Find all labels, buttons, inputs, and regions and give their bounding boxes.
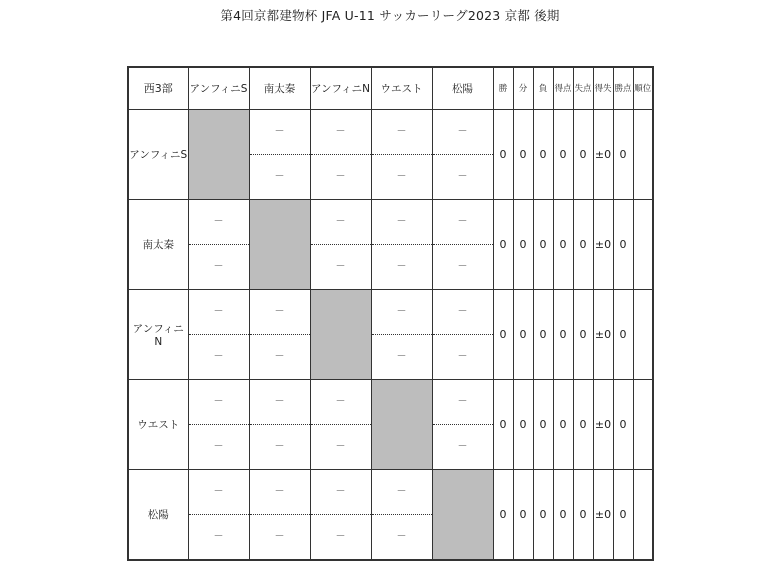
- stat-cell: 0: [533, 289, 553, 379]
- self-match-cell: [249, 199, 310, 289]
- column-header-stat: 負: [533, 67, 553, 109]
- match-score-second: －: [335, 530, 346, 542]
- stat-cell: 0: [613, 109, 633, 199]
- division-label: 西3部: [128, 67, 188, 109]
- stat-cell: 0: [553, 379, 573, 469]
- stat-cell: 0: [493, 199, 513, 289]
- stat-cell: 0: [573, 289, 593, 379]
- column-header-stat: 勝点: [613, 67, 633, 109]
- stat-cell: 0: [533, 199, 553, 289]
- stat-cell: 0: [553, 469, 573, 560]
- row-team-label: 松陽: [128, 469, 188, 560]
- match-result-cell: [310, 199, 371, 289]
- match-score-first: －: [311, 380, 371, 425]
- stat-cell: 0: [533, 379, 553, 469]
- column-header-stat: 順位: [633, 67, 653, 109]
- match-result-cell: [188, 199, 249, 289]
- match-result-cell: [432, 289, 493, 379]
- stat-cell: 0: [573, 199, 593, 289]
- match-result-cell: [310, 469, 371, 560]
- match-score-second: －: [335, 440, 346, 452]
- stat-cell: 0: [513, 199, 533, 289]
- stat-cell: 0: [533, 469, 553, 560]
- table-row: [128, 199, 653, 289]
- stat-cell: 0: [513, 109, 533, 199]
- stat-cell: ±0: [593, 469, 613, 560]
- stat-cell: ±0: [593, 379, 613, 469]
- match-score-second: －: [213, 350, 224, 362]
- stat-cell: [633, 289, 653, 379]
- match-result-cell: [371, 469, 432, 560]
- page-title: 第4回京都建物杯 JFA U-11 サッカーリーグ2023 京都 後期: [220, 8, 560, 23]
- match-score-first: －: [250, 470, 310, 515]
- self-match-cell: [371, 379, 432, 469]
- stat-cell: 0: [573, 469, 593, 560]
- table-row: [128, 289, 653, 379]
- column-header-stat: 得失: [593, 67, 613, 109]
- stat-cell: 0: [553, 109, 573, 199]
- header-row: [128, 67, 653, 109]
- self-match-cell: [310, 289, 371, 379]
- match-score-first: －: [189, 380, 249, 425]
- stat-cell: 0: [613, 379, 633, 469]
- match-score-first: －: [311, 470, 371, 515]
- match-score-first: －: [372, 290, 432, 335]
- match-result-cell: [432, 199, 493, 289]
- match-score-second: －: [213, 260, 224, 272]
- column-header-stat: 分: [513, 67, 533, 109]
- match-score-second: －: [274, 440, 285, 452]
- match-result-cell: [432, 379, 493, 469]
- stat-cell: 0: [513, 289, 533, 379]
- column-header-stat: 失点: [573, 67, 593, 109]
- match-score-second: －: [457, 170, 468, 182]
- stat-cell: 0: [553, 199, 573, 289]
- column-header-team: ウエスト: [371, 67, 432, 109]
- match-score-first: －: [433, 110, 493, 155]
- match-score-first: －: [189, 470, 249, 515]
- match-result-cell: [249, 469, 310, 560]
- stat-cell: 0: [493, 469, 513, 560]
- match-score-second: －: [396, 260, 407, 272]
- match-result-cell: [249, 109, 310, 199]
- stat-cell: ±0: [593, 289, 613, 379]
- match-result-cell: [249, 379, 310, 469]
- match-score-second: －: [457, 440, 468, 452]
- match-score-first: －: [372, 200, 432, 245]
- match-score-first: －: [433, 380, 493, 425]
- league-table: [127, 66, 654, 561]
- match-score-first: －: [250, 110, 310, 155]
- row-team-label: アンフィニS: [128, 109, 188, 199]
- column-header-team: 南太秦: [249, 67, 310, 109]
- match-result-cell: [188, 289, 249, 379]
- match-score-second: －: [457, 350, 468, 362]
- match-score-first: －: [433, 290, 493, 335]
- stat-cell: 0: [493, 109, 513, 199]
- match-score-first: －: [311, 110, 371, 155]
- stat-cell: 0: [513, 379, 533, 469]
- stat-cell: 0: [613, 199, 633, 289]
- match-score-second: －: [335, 260, 346, 272]
- match-score-first: －: [189, 200, 249, 245]
- column-header-stat: 得点: [553, 67, 573, 109]
- match-score-second: －: [274, 350, 285, 362]
- stat-cell: ±0: [593, 109, 613, 199]
- stat-cell: 0: [493, 379, 513, 469]
- column-header-team: アンフィニS: [188, 67, 249, 109]
- match-score-second: －: [396, 170, 407, 182]
- match-score-second: －: [335, 170, 346, 182]
- match-result-cell: [310, 379, 371, 469]
- column-header-team: アンフィニN: [310, 67, 371, 109]
- self-match-cell: [432, 469, 493, 560]
- stat-cell: [633, 379, 653, 469]
- stat-cell: [633, 109, 653, 199]
- match-score-first: －: [250, 290, 310, 335]
- match-result-cell: [371, 289, 432, 379]
- stat-cell: 0: [573, 379, 593, 469]
- stat-cell: 0: [493, 289, 513, 379]
- match-score-second: －: [213, 440, 224, 452]
- stat-cell: 0: [513, 469, 533, 560]
- match-score-second: －: [396, 530, 407, 542]
- stat-cell: 0: [613, 469, 633, 560]
- match-result-cell: [188, 469, 249, 560]
- row-team-label: ウエスト: [128, 379, 188, 469]
- match-result-cell: [249, 289, 310, 379]
- match-score-first: －: [250, 380, 310, 425]
- match-score-second: －: [457, 260, 468, 272]
- stat-cell: 0: [533, 109, 553, 199]
- match-result-cell: [188, 379, 249, 469]
- match-result-cell: [371, 109, 432, 199]
- row-team-label: 南太秦: [128, 199, 188, 289]
- stat-cell: 0: [613, 289, 633, 379]
- table-row: [128, 469, 653, 560]
- stat-cell: [633, 469, 653, 560]
- table-row: [128, 109, 653, 199]
- row-team-label: アンフィニN: [128, 289, 188, 379]
- column-header-team: 松陽: [432, 67, 493, 109]
- stat-cell: 0: [553, 289, 573, 379]
- match-score-first: －: [311, 200, 371, 245]
- column-header-stat: 勝: [493, 67, 513, 109]
- table-row: [128, 379, 653, 469]
- match-score-first: －: [372, 110, 432, 155]
- match-result-cell: [310, 109, 371, 199]
- match-score-first: －: [189, 290, 249, 335]
- match-score-first: －: [372, 470, 432, 515]
- stat-cell: ±0: [593, 199, 613, 289]
- match-score-second: －: [274, 170, 285, 182]
- match-result-cell: [371, 199, 432, 289]
- stat-cell: 0: [573, 109, 593, 199]
- match-score-second: －: [274, 530, 285, 542]
- match-score-second: －: [213, 530, 224, 542]
- self-match-cell: [188, 109, 249, 199]
- match-score-first: －: [433, 200, 493, 245]
- match-result-cell: [432, 109, 493, 199]
- match-score-second: －: [396, 350, 407, 362]
- stat-cell: [633, 199, 653, 289]
